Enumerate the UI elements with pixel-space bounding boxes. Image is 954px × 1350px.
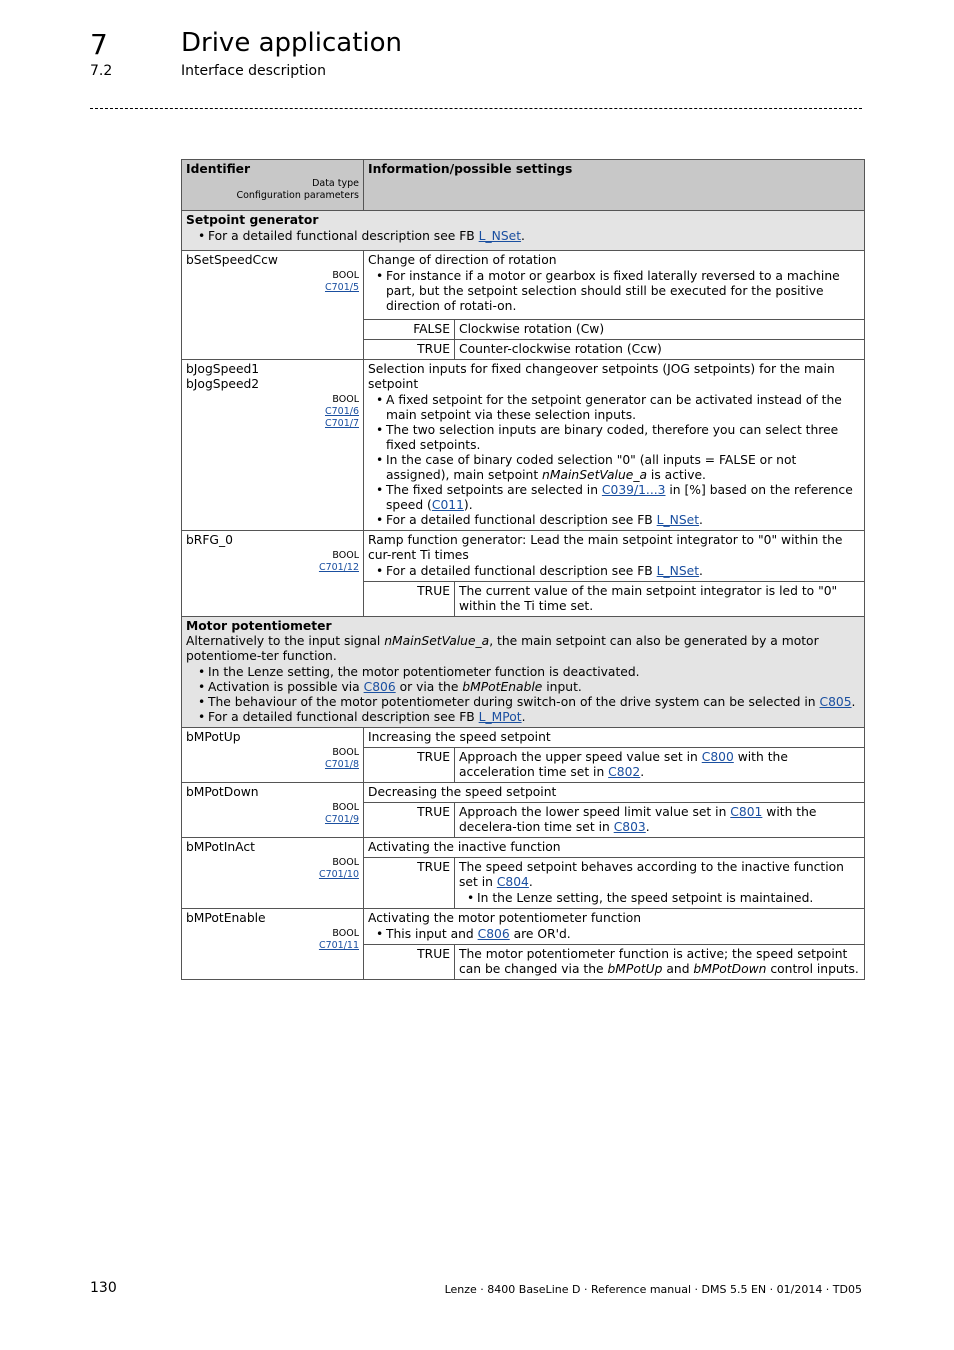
value-label: TRUE bbox=[364, 803, 455, 838]
table-row: bMPotEnable BOOL C701/11 Activating the motor potentiometer function • This input and C806 are OR'd. bbox=[182, 909, 865, 945]
data-type: BOOL bbox=[332, 928, 359, 939]
value-label: TRUE bbox=[364, 945, 455, 980]
col-identifier-header: Identifier Data type Configuration parameters bbox=[182, 160, 364, 211]
param-link[interactable]: C701/6 bbox=[324, 406, 359, 417]
list-item: • For instance if a motor or gearbox is fixed laterally reversed to a machine part, but the setpoint selection should still be executed for the positive direction of rotati-on. bbox=[386, 269, 860, 314]
table-row bbox=[182, 838, 865, 858]
link-c039[interactable]: C039/1...3 bbox=[601, 483, 666, 497]
value-text: Approach the upper speed value set in C800 with the acceleration time set in C802. bbox=[455, 748, 865, 783]
list-item: • For a detailed functional description see FB L_NSet. bbox=[386, 513, 860, 528]
col-datatype-subheader: Data type bbox=[312, 178, 359, 189]
param-link[interactable]: C701/7 bbox=[324, 418, 359, 429]
value-label: TRUE bbox=[364, 858, 455, 909]
link-c804[interactable]: C804 bbox=[496, 875, 529, 889]
value-text: The speed setpoint behaves according to the inactive function set in C804. • In the Lenze setting, the speed setpoint is maintained. bbox=[455, 858, 865, 909]
value-text: Counter-clockwise rotation (Ccw) bbox=[455, 340, 865, 360]
table-row bbox=[182, 728, 865, 748]
chapter-number: 7 bbox=[90, 28, 108, 61]
list-item: • This input and C806 are OR'd. bbox=[386, 927, 860, 942]
value-text: Approach the lower speed limit value set in C801 with the decelera-tion time set in C803. bbox=[455, 803, 865, 838]
identifier-name: bSetSpeedCcw bbox=[186, 253, 278, 267]
identifier-name: bMPotEnable bbox=[186, 911, 266, 925]
value-label: TRUE bbox=[364, 582, 455, 617]
data-type: BOOL bbox=[332, 747, 359, 758]
list-item: • A fixed setpoint for the setpoint generator can be activated instead of the main setpoint via these selection inputs. bbox=[386, 393, 860, 423]
data-type: BOOL bbox=[332, 857, 359, 868]
data-type: BOOL bbox=[332, 802, 359, 813]
link-c806[interactable]: C806 bbox=[363, 680, 396, 694]
list-item: • In the case of binary coded selection "0" (all inputs = FALSE or not assigned), main setpoint nMainSetValue_a is active. bbox=[386, 453, 860, 483]
link-c801[interactable]: C801 bbox=[730, 805, 763, 819]
table-row: bRFG_0 BOOL C701/12 Ramp function generator: Lead the main setpoint integrator to "0" within the cur-rent Ti times • For a detailed functional description see FB L_NSet. bbox=[182, 531, 865, 582]
data-type: BOOL bbox=[332, 270, 359, 281]
param-link[interactable]: C701/9 bbox=[324, 814, 359, 825]
table-row bbox=[182, 783, 865, 803]
row-description: Decreasing the speed setpoint bbox=[364, 783, 865, 803]
value-label: TRUE bbox=[364, 340, 455, 360]
chapter-title: Drive application bbox=[181, 28, 402, 58]
param-link[interactable]: C701/11 bbox=[318, 940, 359, 951]
identifier-name: bMPotUp bbox=[186, 730, 241, 744]
table-row: bSetSpeedCcw BOOL C701/5 Change of direction of rotation • For instance if a motor or gearbox is fixed laterally reversed to a machine part, but the setpoint selection should still be executed for the positive direction of rotati-on. bbox=[182, 251, 865, 320]
link-c803[interactable]: C803 bbox=[613, 820, 646, 834]
row-description: Increasing the speed setpoint bbox=[364, 728, 865, 748]
table-row: bJogSpeed1 bJogSpeed2 BOOL C701/6 C701/7 Selection inputs for fixed changeover setpoints (JOG setpoints) for the main setpoint • A fixed setpoint for the setpoint generator can be activated instead of the main setpoint via these selection inputs. • The two selection inputs are binary coded, therefore you can select three fixed setpoints. • In the case of binary coded selection "0" (all inputs = FALSE or not assigned), main setpoint nMainSetValue_a is active. • The fixed setpoints are selected in C039/1...3 in [%] based on the reference speed (C011). • For a detailed functional description see FB L_NSet. bbox=[182, 360, 865, 531]
param-link[interactable]: C701/5 bbox=[324, 282, 359, 293]
link-l-nset[interactable]: L_NSet bbox=[656, 513, 700, 527]
list-item: • The fixed setpoints are selected in C039/1...3 in [%] based on the reference speed (C011). bbox=[386, 483, 860, 513]
link-c800[interactable]: C800 bbox=[701, 750, 734, 764]
section-row-setpoint-generator: Setpoint generator • For a detailed functional description see FB L_NSet. bbox=[182, 211, 865, 251]
value-text: The motor potentiometer function is active; the speed setpoint can be changed via the bMPotUp and bMPotDown control inputs. bbox=[455, 945, 865, 980]
section-number: 7.2 bbox=[90, 63, 113, 79]
list-item: • For a detailed functional description see FB L_MPot. bbox=[208, 710, 860, 725]
data-type: BOOL bbox=[332, 550, 359, 561]
link-c805[interactable]: C805 bbox=[819, 695, 852, 709]
section-title-setpoint-generator: Setpoint generator bbox=[186, 213, 319, 227]
identifier-name: bMPotInAct bbox=[186, 840, 255, 854]
row-description: Activating the inactive function bbox=[364, 838, 865, 858]
link-l-nset[interactable]: L_NSet bbox=[478, 229, 522, 243]
list-item: • The behaviour of the motor potentiometer during switch-on of the drive system can be selected in C805. bbox=[208, 695, 860, 710]
list-item: • The two selection inputs are binary coded, therefore you can select three fixed setpoints. bbox=[386, 423, 860, 453]
section-title: Interface description bbox=[181, 63, 326, 79]
interface-table bbox=[181, 159, 865, 980]
identifier-name: bJogSpeed2 bbox=[186, 377, 260, 391]
table-header-row bbox=[182, 160, 865, 211]
link-l-nset[interactable]: L_NSet bbox=[656, 564, 700, 578]
value-label: FALSE bbox=[364, 320, 455, 340]
list-item: • Activation is possible via C806 or via the bMPotEnable input. bbox=[208, 680, 860, 695]
value-text: Clockwise rotation (Cw) bbox=[455, 320, 865, 340]
list-item: • In the Lenze setting, the motor potentiometer function is deactivated. bbox=[208, 665, 860, 680]
list-item: • In the Lenze setting, the speed setpoint is maintained. bbox=[477, 891, 860, 906]
link-c806[interactable]: C806 bbox=[477, 927, 510, 941]
link-l-mpot[interactable]: L_MPot bbox=[478, 710, 522, 724]
section-title-motor-potentiometer: Motor potentiometer bbox=[186, 619, 332, 633]
value-label: TRUE bbox=[364, 748, 455, 783]
col-information-header: Information/possible settings bbox=[364, 160, 865, 211]
value-text: The current value of the main setpoint integrator is led to "0" within the Ti time set. bbox=[455, 582, 865, 617]
col-config-subheader: Configuration parameters bbox=[236, 190, 359, 201]
page-number: 130 bbox=[90, 1280, 117, 1296]
document-reference: Lenze · 8400 BaseLine D · Reference manual · DMS 5.5 EN · 01/2014 · TD05 bbox=[444, 1283, 862, 1296]
data-type: BOOL bbox=[332, 394, 359, 405]
identifier-name: bRFG_0 bbox=[186, 533, 233, 547]
section-row-motor-potentiometer: Motor potentiometer Alternatively to the input signal nMainSetValue_a, the main setpoint can also be generated by a motor potentiome-ter function. • In the Lenze setting, the motor potentiometer function is deactivated. • Activation is possible via C806 or via the bMPotEnable input. • The behaviour of the motor potentiometer during switch-on of the drive system can be selected in C805. • For a detailed functional description see FB L_MPot. bbox=[182, 617, 865, 728]
header-divider bbox=[90, 108, 862, 109]
param-link[interactable]: C701/12 bbox=[318, 562, 359, 573]
identifier-name: bJogSpeed1 bbox=[186, 362, 260, 376]
param-link[interactable]: C701/10 bbox=[318, 869, 359, 880]
param-link[interactable]: C701/8 bbox=[324, 759, 359, 770]
list-item: • For a detailed functional description see FB L_NSet. bbox=[386, 564, 860, 579]
link-c011[interactable]: C011 bbox=[431, 498, 464, 512]
link-c802[interactable]: C802 bbox=[608, 765, 641, 779]
identifier-name: bMPotDown bbox=[186, 785, 259, 799]
